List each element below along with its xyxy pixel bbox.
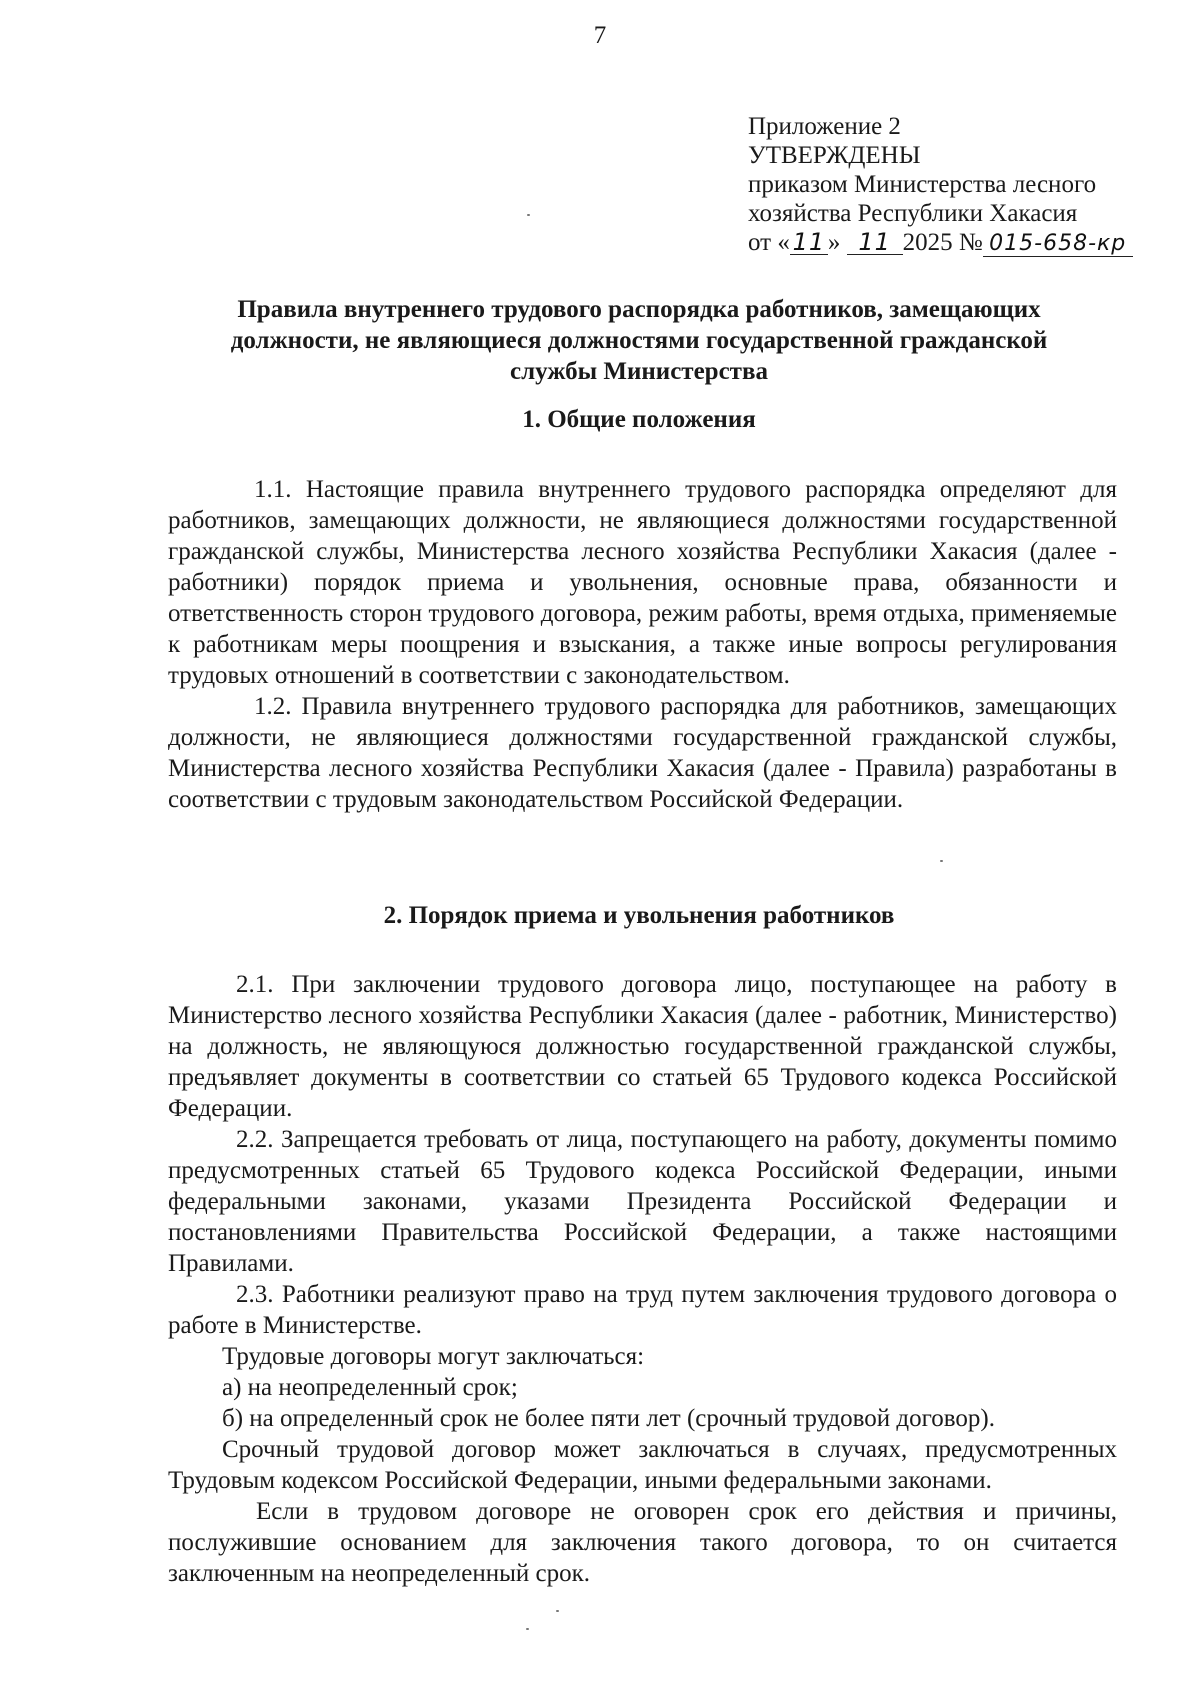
scan-speck xyxy=(940,860,943,862)
handwritten-day: 11 xyxy=(790,230,828,255)
approval-date-line xyxy=(748,228,1168,257)
paragraph-2-3: 2.3. Работники реализуют право на труд путем заключения трудового договора о работе в Министерстве. xyxy=(168,1281,1117,1339)
date-mid: » xyxy=(827,229,841,256)
section-2-heading: 2. Порядок приема и увольнения работников xyxy=(383,902,895,929)
section-1-body xyxy=(168,474,1117,815)
paragraph-1-2: 1.2. Правила внутреннего трудового распорядка для работников, замещающих должности, не являющиеся должностями государственной гражданской службы, Министерства лесного хозяйства Республики Хакасия (далее - Правила) разработаны в соответствии с трудовым законодательством Российской Федерации. xyxy=(168,693,1117,813)
title-line-1: Правила внутреннего трудового распорядка работников, замещающих xyxy=(237,296,1041,323)
approval-line-1: приказом Министерства лесного xyxy=(748,171,1097,198)
approval-block xyxy=(748,112,1168,257)
appendix-label: Приложение 2 xyxy=(748,113,901,140)
document-title xyxy=(168,294,1110,387)
paragraph-2-2: 2.2. Запрещается требовать от лица, поступающего на работу, документы помимо предусмотренных статьей 65 Трудового кодекса Российской Федерации, иными федеральными законами, указами Президента Российской Федерации и постановлениями Правительства Российской Федерации, а также настоящими Правилами. xyxy=(168,1126,1117,1277)
paragraph-fixed-term: Срочный трудовой договор может заключаться в случаях, предусмотренных Трудовым кодексом Российской Федерации, иными федеральными законами. xyxy=(168,1436,1117,1494)
date-prefix: от « xyxy=(748,229,790,256)
approval-line-2: хозяйства Республики Хакасия xyxy=(748,200,1078,227)
scan-speck xyxy=(556,1610,559,1612)
approved-label: УТВЕРЖДЕНЫ xyxy=(748,142,921,169)
section-2-body xyxy=(168,969,1117,1589)
year-and-number: 2025 № xyxy=(902,229,983,256)
scan-speck xyxy=(526,1628,529,1630)
scan-speck xyxy=(527,214,530,216)
paragraph-indefinite-term: Если в трудовом договоре не оговорен срок его действия и причины, послужившие основанием для заключения такого договора, то он считается заключенным на неопределенный срок. xyxy=(168,1498,1117,1587)
handwritten-order-number: 015-658-кр xyxy=(983,232,1133,257)
section-1-heading: 1. Общие положения xyxy=(522,406,756,433)
list-item-a: а) на неопределенный срок; xyxy=(222,1374,518,1401)
title-line-3: службы Министерства xyxy=(510,358,768,385)
handwritten-month: 11 xyxy=(847,230,903,255)
paragraph-2-1: 2.1. При заключении трудового договора лицо, поступающее на работу в Министерство лесного хозяйства Республики Хакасия (далее - работник, Министерство) на должность, не являющуюся должностью государственной гражданской службы, предъявляет документы в соответствии со статьей 65 Трудового кодекса Российской Федерации. xyxy=(168,971,1117,1122)
page-number: 7 xyxy=(593,22,607,49)
list-item-b: б) на определенный срок не более пяти лет (срочный трудовой договор). xyxy=(222,1405,995,1432)
title-line-2: должности, не являющиеся должностями государственной гражданской xyxy=(230,327,1048,354)
paragraph-1-1: 1.1. Настоящие правила внутреннего трудового распорядка определяют для работников, замещающих должности, не являющиеся должностями государственной гражданской службы, Министерства лесного хозяйства Республики Хакасия (далее - работники) порядок приема и увольнения, основные права, обязанности и ответственность сторон трудового договора, режим работы, время отдыха, применяемые к работникам меры поощрения и взыскания, а также иные вопросы регулирования трудовых отношений в соответствии с законодательством. xyxy=(168,476,1117,689)
paragraph-contract-types: Трудовые договоры могут заключаться: xyxy=(222,1343,645,1370)
